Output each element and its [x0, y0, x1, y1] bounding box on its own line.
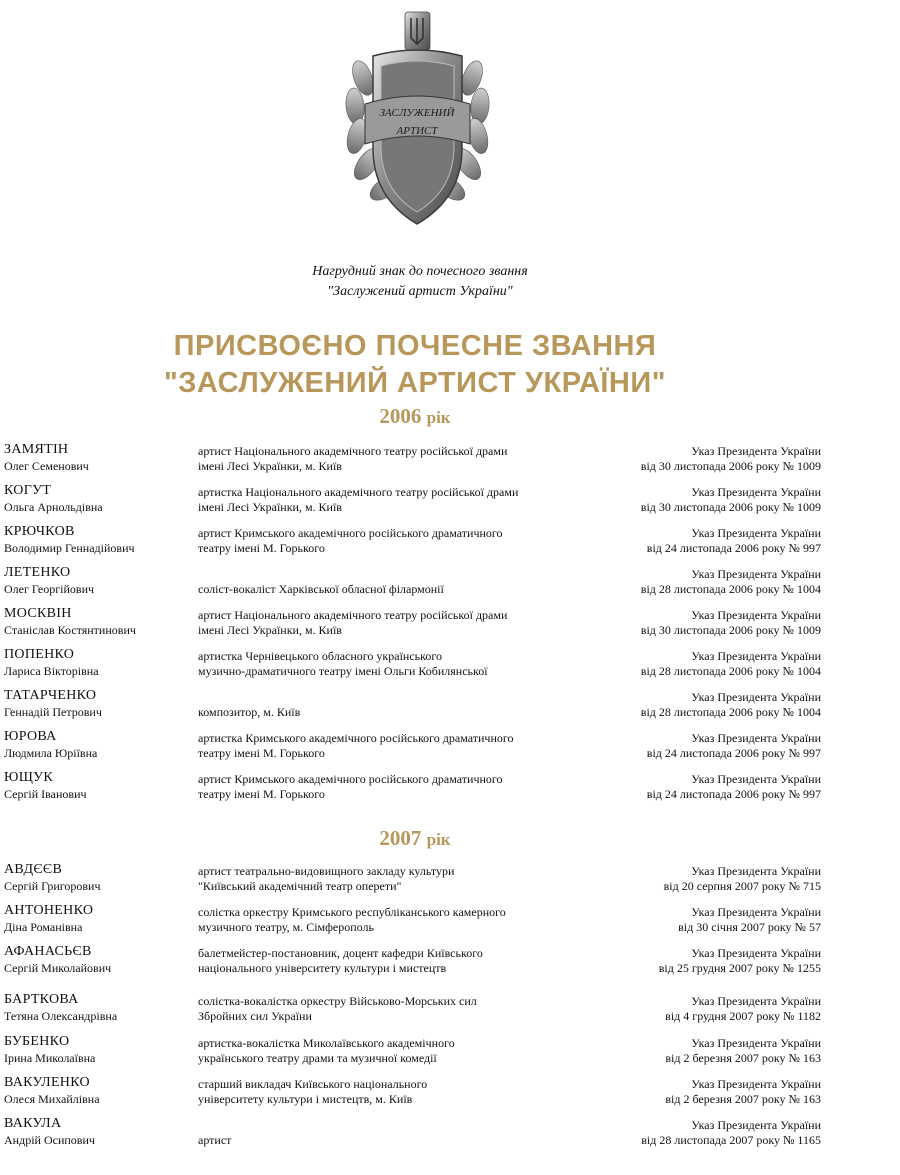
decree-title: Указ Президента України — [691, 608, 821, 622]
surname: ПОПЕНКО — [4, 647, 75, 662]
position-line2: імені Лесі Українки, м. Київ — [198, 459, 342, 473]
position-line2: "Київський академічний театр оперети" — [198, 879, 402, 893]
position-line1: артистка-вокалістка Миколаївського академічного — [198, 1036, 455, 1050]
list-item — [0, 442, 900, 478]
list-item — [0, 1034, 900, 1070]
year-number: 2006 — [379, 404, 422, 428]
decree-title: Указ Президента України — [691, 864, 821, 878]
decree-title: Указ Президента України — [691, 444, 821, 458]
position-line2: соліст-вокаліст Харківської обласної філармонії — [198, 582, 444, 596]
position-line2: композитор, м. Київ — [198, 705, 301, 719]
list-item — [0, 565, 900, 601]
position-line2: театру імені М. Горького — [198, 746, 325, 760]
position-line1: артистка Національного академічного театру російської драми — [198, 485, 519, 499]
decree-date: від 20 серпня 2007 року № 715 — [663, 879, 821, 893]
list-item — [0, 729, 900, 765]
given-name: Геннадій Петрович — [4, 705, 102, 719]
given-name: Людмила Юріївна — [4, 746, 98, 760]
badge-text-line1: ЗАСЛУЖЕНИЙ — [379, 107, 455, 119]
decree-date: від 28 листопада 2006 року № 1004 — [640, 705, 821, 719]
position-line1: балетмейстер-постановник, доцент кафедри Київського — [198, 946, 483, 960]
position-line2: національного університету культури і мистецтв — [198, 961, 447, 975]
year-heading-2007 — [0, 826, 830, 851]
decree-date: від 2 березня 2007 року № 163 — [665, 1092, 821, 1106]
list-item — [0, 1116, 900, 1152]
surname: ЗАМЯТІН — [4, 442, 69, 457]
decree-title: Указ Президента України — [691, 946, 821, 960]
surname: ВАКУЛЕНКО — [4, 1075, 90, 1090]
given-name: Сергій Григорович — [4, 879, 101, 893]
list-item — [0, 944, 900, 980]
given-name: Ольга Арнольдівна — [4, 500, 103, 514]
surname: КРЮЧКОВ — [4, 524, 75, 539]
surname: АВДЄЄВ — [4, 862, 63, 877]
decree-title: Указ Президента України — [691, 485, 821, 499]
position-line1: артистка Чернівецького обласного українського — [198, 649, 442, 663]
surname: ЛЕТЕНКО — [4, 565, 71, 580]
position-line1: артист театрально-видовищного закладу культури — [198, 864, 455, 878]
position-line2: артист — [198, 1133, 232, 1147]
position-line2: театру імені М. Горького — [198, 787, 325, 801]
surname: АНТОНЕНКО — [4, 903, 94, 918]
year-suffix: рік — [426, 408, 451, 427]
decree-title: Указ Президента України — [691, 649, 821, 663]
given-name: Ірина Миколаївна — [4, 1051, 96, 1065]
decree-date: від 4 грудня 2007 року № 1182 — [665, 1009, 821, 1023]
position-line1: артист Національного академічного театру російської драми — [198, 608, 508, 622]
decree-date: від 25 грудня 2007 року № 1255 — [658, 961, 821, 975]
decree-date: від 28 листопада 2006 року № 1004 — [640, 582, 821, 596]
decree-date: від 28 листопада 2007 року № 1165 — [641, 1133, 821, 1147]
honorary-badge-icon — [335, 8, 500, 233]
year-number: 2007 — [379, 826, 422, 850]
decree-date: від 2 березня 2007 року № 163 — [665, 1051, 821, 1065]
given-name: Володимир Геннадійович — [4, 541, 135, 555]
decree-title: Указ Президента України — [691, 1036, 821, 1050]
surname: КОГУТ — [4, 483, 52, 498]
decree-title: Указ Президента України — [691, 994, 821, 1008]
position-line1: артист Національного академічного театру російської драми — [198, 444, 508, 458]
position-line1: старший викладач Київського національного — [198, 1077, 428, 1091]
badge-caption-line2: "Заслужений артист України" — [327, 284, 513, 299]
given-name: Олег Семенович — [4, 459, 89, 473]
decree-date: від 30 січня 2007 року № 57 — [678, 920, 821, 934]
position-line1: солістка оркестру Кримського республіканського камерного — [198, 905, 506, 919]
list-item — [0, 524, 900, 560]
decree-title: Указ Президента України — [691, 1118, 821, 1132]
decree-title: Указ Президента України — [691, 526, 821, 540]
position-line1: артистка Кримського академічного російського драматичного — [198, 731, 514, 745]
decree-title: Указ Президента України — [691, 772, 821, 786]
decree-title: Указ Президента України — [691, 1077, 821, 1091]
position-line1: солістка-вокалістка оркестру Військово-Морських сил — [198, 994, 477, 1008]
given-name: Олеся Михайлівна — [4, 1092, 100, 1106]
surname: АФАНАСЬЄВ — [4, 944, 92, 959]
list-item — [0, 647, 900, 683]
decree-date: від 30 листопада 2006 року № 1009 — [640, 459, 821, 473]
list-item — [0, 483, 900, 519]
surname: ЮРОВА — [4, 729, 57, 744]
list-item — [0, 903, 900, 939]
surname: БАРТКОВА — [4, 992, 79, 1007]
decree-title: Указ Президента України — [691, 905, 821, 919]
position-line2: музично-драматичного театру імені Ольги Кобилянської — [198, 664, 488, 678]
position-line2: театру імені М. Горького — [198, 541, 325, 555]
position-line2: музичного театру, м. Сімферополь — [198, 920, 374, 934]
surname: ВАКУЛА — [4, 1116, 62, 1131]
decree-date: від 30 листопада 2006 року № 1009 — [640, 623, 821, 637]
position-line2: українського театру драми та музичної комедії — [198, 1051, 437, 1065]
surname: БУБЕНКО — [4, 1034, 70, 1049]
given-name: Діна Романівна — [4, 920, 83, 934]
list-item — [0, 606, 900, 642]
surname: МОСКВІН — [4, 606, 72, 621]
given-name: Станіслав Костянтинович — [4, 623, 136, 637]
list-item — [0, 770, 900, 806]
badge-text-line2: АРТИСТ — [396, 125, 438, 137]
position-line2: університету культури і мистецтв, м. Київ — [198, 1092, 413, 1106]
decree-date: від 28 листопада 2006 року № 1004 — [640, 664, 821, 678]
surname: ТАТАРЧЕНКО — [4, 688, 97, 703]
given-name: Андрій Осипович — [4, 1133, 95, 1147]
list-item — [0, 1075, 900, 1111]
given-name: Тетяна Олександрівна — [4, 1009, 118, 1023]
decree-date: від 24 листопада 2006 року № 997 — [646, 746, 821, 760]
surname: ЮЩУК — [4, 770, 53, 785]
badge-caption-line1: Нагрудний знак до почесного звання — [312, 264, 528, 279]
decree-title: Указ Президента України — [691, 731, 821, 745]
decree-title: Указ Президента України — [691, 690, 821, 704]
decree-date: від 24 листопада 2006 року № 997 — [646, 541, 821, 555]
given-name: Олег Георгійович — [4, 582, 95, 596]
list-item — [0, 688, 900, 724]
list-item — [0, 992, 900, 1028]
position-line1: артист Кримського академічного російського драматичного — [198, 526, 503, 540]
headline-line1: ПРИСВОЄНО ПОЧЕСНЕ ЗВАННЯ — [173, 330, 657, 362]
decree-date: від 30 листопада 2006 року № 1009 — [640, 500, 821, 514]
list-item — [0, 862, 900, 898]
decree-date: від 24 листопада 2006 року № 997 — [646, 787, 821, 801]
position-line2: Збройних сил України — [198, 1009, 312, 1023]
position-line2: імені Лесі Українки, м. Київ — [198, 623, 342, 637]
given-name: Сергій Іванович — [4, 787, 87, 801]
given-name: Лариса Вікторівна — [4, 664, 99, 678]
position-line2: імені Лесі Українки, м. Київ — [198, 500, 342, 514]
position-line1: артист Кримського академічного російського драматичного — [198, 772, 503, 786]
year-heading-2006 — [0, 404, 830, 429]
decree-title: Указ Президента України — [691, 567, 821, 581]
given-name: Сергій Миколайович — [4, 961, 112, 975]
headline-line2: "ЗАСЛУЖЕНИЙ АРТИСТ УКРАЇНИ" — [164, 367, 666, 399]
year-suffix: рік — [426, 830, 451, 849]
